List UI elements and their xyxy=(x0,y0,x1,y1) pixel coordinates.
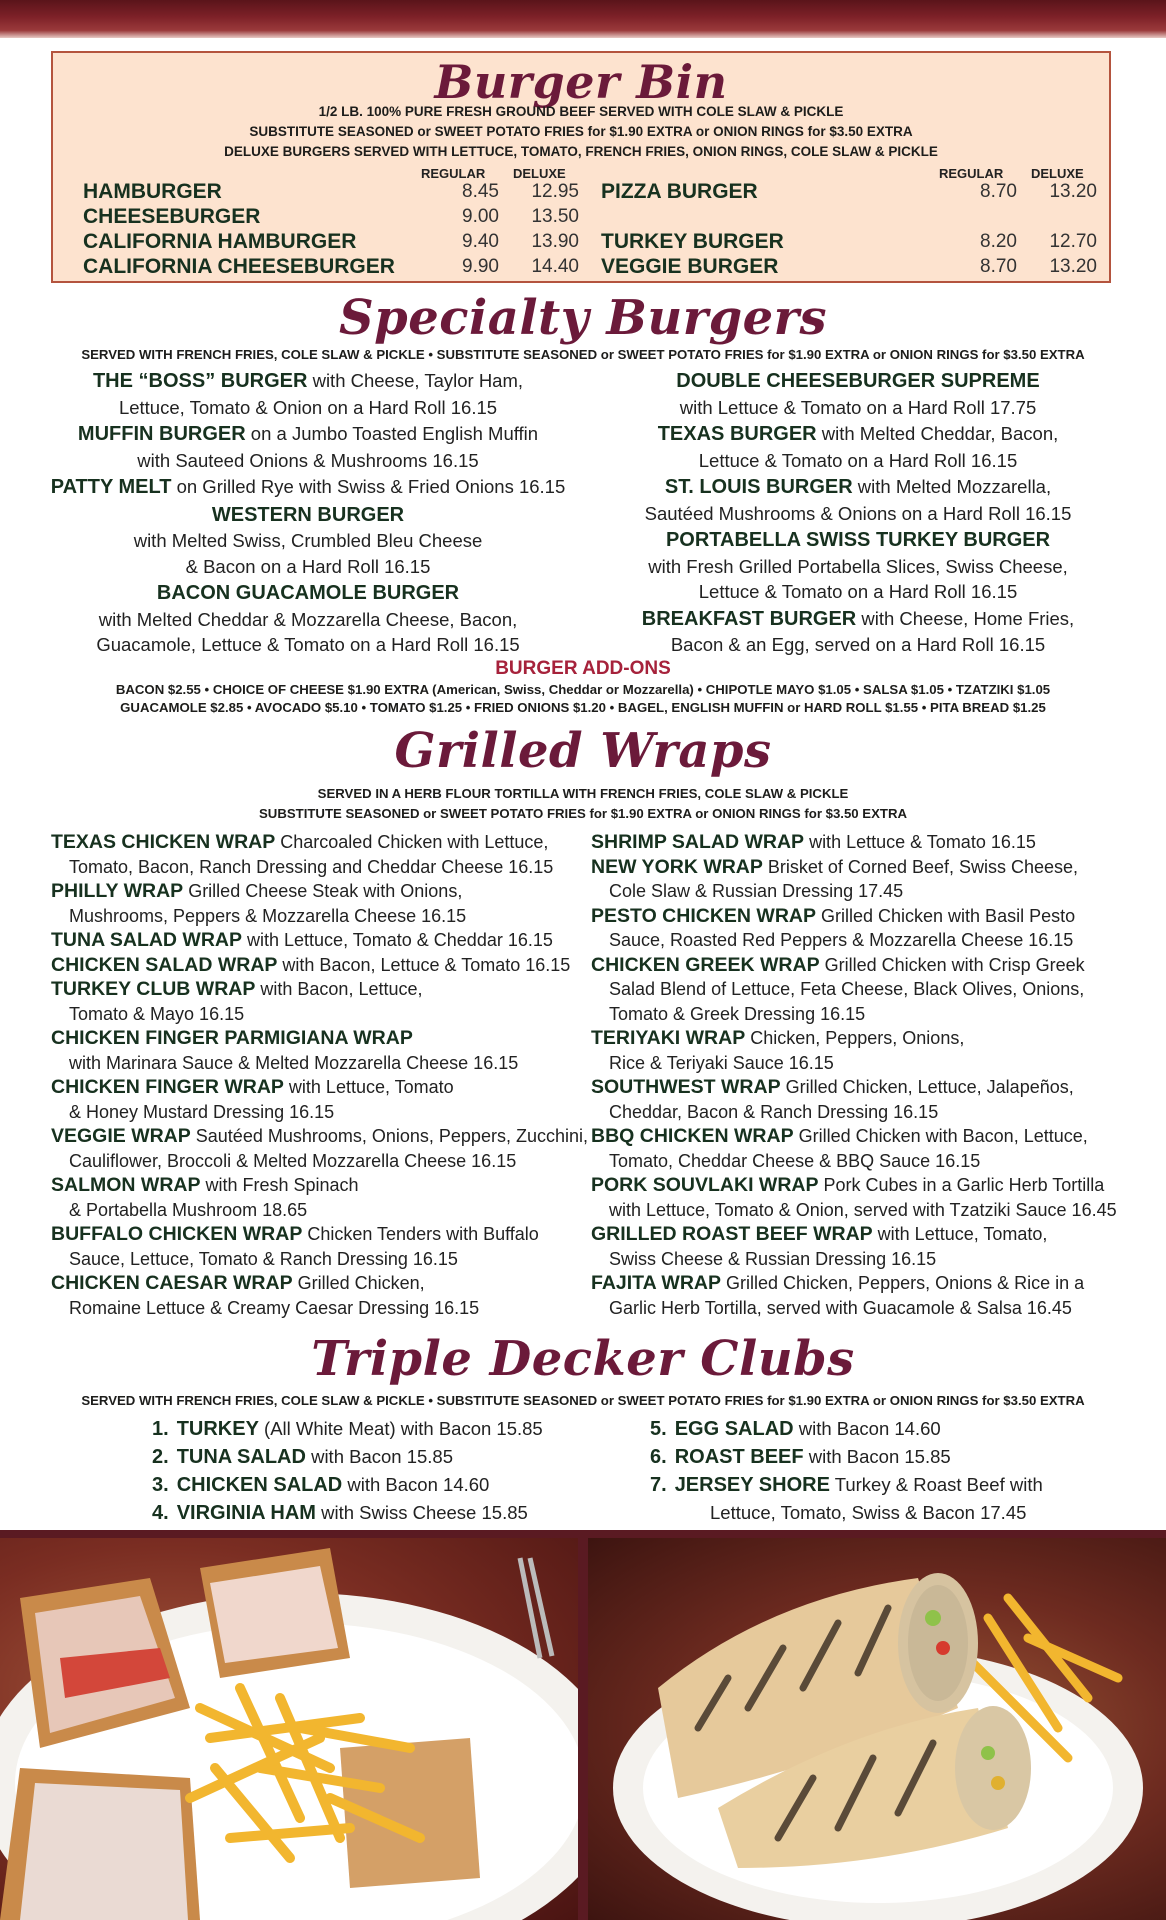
wrap-desc: Brisket of Corned Beef, Swiss Cheese, xyxy=(762,856,1079,877)
specialty-burger-item xyxy=(588,421,1128,473)
specialty-burger-desc: with Melted Mozzarella, xyxy=(852,476,1052,497)
specialty-burger-desc: Lettuce & Tomato on a Hard Roll 16.15 xyxy=(698,449,1018,471)
club-name: EGG SALAD xyxy=(674,1418,794,1440)
burger-bin-item-name: HAMBURGER xyxy=(83,180,222,203)
wrap-name: CHICKEN FINGER WRAP xyxy=(51,1076,284,1098)
club-item xyxy=(650,1443,1043,1471)
club-sandwich-illustration xyxy=(0,1538,578,1920)
wrap-line xyxy=(591,1026,1151,1051)
burger-addons-title: BURGER ADD-ONS xyxy=(495,658,671,679)
wrap-line xyxy=(591,855,1151,880)
burger-bin-item xyxy=(83,179,583,204)
specialty-burger-desc: Bacon & an Egg, served on a Hard Roll 16.15 xyxy=(670,634,1046,655)
specialty-burger-desc: Lettuce & Tomato on a Hard Roll 16.15 xyxy=(698,581,1018,602)
club-sandwich-photo xyxy=(0,1538,578,1920)
burger-bin-item-name: CALIFORNIA HAMBURGER xyxy=(83,230,357,253)
burger-bin-item xyxy=(601,229,1101,254)
grilled-wraps-subtitle-2: SUBSTITUTE SEASONED or SWEET POTATO FRIES for $1.90 EXTRA or ONION RINGS for $3.50 EXTRA xyxy=(259,806,907,821)
wrap-line xyxy=(51,977,591,1002)
club-desc: with Swiss Cheese 15.85 xyxy=(315,1502,528,1523)
specialty-burger-line xyxy=(588,474,1128,501)
specialty-burger-desc: with Melted Cheddar, Bacon, xyxy=(816,423,1059,444)
wrap-desc: with Marinara Sauce & Melted Mozzarella Cheese 16.15 xyxy=(69,1052,519,1073)
triple-decker-clubs-subtitle: SERVED WITH FRENCH FRIES, COLE SLAW & PICKLE • SUBSTITUTE SEASONED or SWEET POTATO FRIES for $1.90 EXTRA or ONION RINGS for $3.50 EXTRA xyxy=(81,1393,1085,1408)
club-name: CHICKEN SALAD xyxy=(176,1474,343,1496)
deluxe-header-right: DELUXE xyxy=(1031,166,1084,181)
wrap-desc: with Bacon, Lettuce & Tomato 16.15 xyxy=(277,954,571,975)
wrap-item xyxy=(51,953,591,978)
wrap-desc: Grilled Chicken with Crisp Greek xyxy=(819,954,1085,975)
wrap-item xyxy=(591,830,1151,855)
wrap-name: FAJITA WRAP xyxy=(591,1272,721,1294)
specialty-burger-desc: with Melted Swiss, Crumbled Bleu Cheese xyxy=(133,530,483,551)
burger-bin-item-name: TURKEY BURGER xyxy=(601,230,784,253)
club-item xyxy=(152,1443,543,1471)
wrap-line xyxy=(51,830,591,855)
burger-bin-item-deluxe-price: 12.95 xyxy=(531,181,579,202)
specialty-burger-name: BREAKFAST BURGER xyxy=(641,607,857,630)
triple-decker-clubs-title: Triple Decker Clubs xyxy=(311,1331,855,1387)
wrap-line xyxy=(591,1173,1151,1198)
burger-bin-item-deluxe-price: 13.50 xyxy=(531,206,579,227)
top-decorative-band xyxy=(0,0,1166,38)
specialty-burger-name: WESTERN BURGER xyxy=(211,503,405,526)
clubs-left-column xyxy=(152,1415,543,1527)
wrap-item xyxy=(591,953,1151,1027)
wraps-left-column xyxy=(51,830,591,1320)
specialty-burger-name: ST. LOUIS BURGER xyxy=(664,476,853,498)
wrap-name: PHILLY WRAP xyxy=(51,880,184,902)
regular-header-left: REGULAR xyxy=(421,166,486,181)
burger-bin-item-regular-price: 8.20 xyxy=(980,231,1017,252)
club-name: JERSEY SHORE xyxy=(674,1474,830,1496)
club-desc: with Bacon 15.85 xyxy=(305,1446,454,1467)
burger-bin-item-name: CHEESEBURGER xyxy=(83,205,261,228)
wrap-desc: Grilled Chicken with Bacon, Lettuce, xyxy=(793,1126,1088,1146)
wrap-line xyxy=(51,1173,591,1198)
wrap-desc: Grilled Chicken, Peppers, Onions & Rice in a xyxy=(721,1273,1085,1293)
burger-bin-item-regular-price: 8.70 xyxy=(980,181,1017,202)
burger-bin-box xyxy=(51,51,1111,283)
specialty-burger-line xyxy=(38,368,578,395)
specialty-burger-name: MUFFIN BURGER xyxy=(77,423,246,445)
wrap-desc: Grilled Chicken, Lettuce, Jalapeños, xyxy=(780,1077,1074,1097)
wrap-item xyxy=(51,977,591,1026)
specialty-burger-line xyxy=(588,421,1128,448)
wrap-item xyxy=(591,1222,1151,1271)
wrap-line xyxy=(591,830,1151,855)
club-number: 1. xyxy=(152,1418,169,1440)
wrap-desc: with Lettuce, Tomato & Onion, served with Tzatziki Sauce 16.45 xyxy=(609,1199,1117,1220)
wrap-desc: Sautéed Mushrooms, Onions, Peppers, Zucchini, xyxy=(190,1126,588,1146)
club-name: VIRGINIA HAM xyxy=(176,1502,316,1524)
wrap-line xyxy=(591,1271,1151,1296)
wrap-line xyxy=(591,1124,1151,1149)
specialty-burger-desc: with Cheese, Home Fries, xyxy=(856,607,1075,629)
wrap-desc: Grilled Chicken with Basil Pesto xyxy=(816,905,1076,926)
wrap-desc: with Lettuce, Tomato xyxy=(283,1077,454,1097)
regular-header-right: REGULAR xyxy=(939,166,1004,181)
wrap-name: BBQ CHICKEN WRAP xyxy=(591,1125,794,1147)
deluxe-header-left: DELUXE xyxy=(513,166,566,181)
wrap-item xyxy=(51,1271,591,1320)
specialty-burger-item xyxy=(588,368,1128,420)
club-item xyxy=(152,1471,543,1499)
wrap-desc: with Fresh Spinach xyxy=(200,1175,359,1195)
wrap-desc: with Bacon, Lettuce, xyxy=(255,979,423,999)
wrap-line xyxy=(51,1271,591,1296)
grilled-wraps-subtitle-1: SERVED IN A HERB FLOUR TORTILLA WITH FRENCH FRIES, COLE SLAW & PICKLE xyxy=(317,786,849,801)
burger-bin-item-deluxe-price: 13.20 xyxy=(1049,256,1097,277)
specialty-burger-line xyxy=(38,502,578,529)
wrap-line xyxy=(591,1222,1151,1247)
wrap-name: CHICKEN GREEK WRAP xyxy=(591,953,820,976)
wrap-item xyxy=(51,1075,591,1124)
wrap-line xyxy=(51,1124,591,1149)
wrap-name: SALMON WRAP xyxy=(51,1174,201,1196)
specialty-burger-item xyxy=(38,421,578,473)
wrap-name: CHICKEN SALAD WRAP xyxy=(51,953,278,976)
wrap-name: SOUTHWEST WRAP xyxy=(591,1076,781,1098)
specialty-burger-name: PATTY MELT xyxy=(50,476,172,498)
burger-bin-item xyxy=(601,254,1101,279)
club-line xyxy=(650,1471,1043,1499)
specialty-burger-item xyxy=(38,368,578,420)
club-number: 7. xyxy=(650,1474,667,1496)
wrap-item xyxy=(51,1173,591,1222)
club-line xyxy=(650,1415,1043,1443)
burger-bin-subtitle-2: SUBSTITUTE SEASONED or SWEET POTATO FRIES for $1.90 EXTRA or ONION RINGS for $3.50 EXTRA xyxy=(249,124,913,139)
wrap-desc: Charcoaled Chicken with Lettuce, xyxy=(275,832,549,852)
burger-bin-item-deluxe-price: 12.70 xyxy=(1049,231,1097,252)
specialty-burger-item xyxy=(588,527,1128,605)
burger-bin-title: Burger Bin xyxy=(434,55,728,109)
specialty-burger-line xyxy=(38,474,578,501)
wrap-name: PORK SOUVLAKI WRAP xyxy=(591,1174,819,1196)
wrap-line xyxy=(51,953,591,978)
wrap-name: PESTO CHICKEN WRAP xyxy=(591,904,816,927)
burger-bin-item-name: PIZZA BURGER xyxy=(601,180,758,203)
wrap-line xyxy=(591,953,1151,978)
burger-bin-item-regular-price: 8.70 xyxy=(980,256,1017,277)
burger-bin-item-deluxe-price: 13.20 xyxy=(1049,181,1097,202)
specialty-burger-desc: on a Jumbo Toasted English Muffin xyxy=(245,423,539,444)
specialty-burger-item xyxy=(38,580,578,658)
wrap-name: CHICKEN FINGER PARMIGIANA WRAP xyxy=(51,1027,413,1049)
wrap-desc: & Honey Mustard Dressing 16.15 xyxy=(69,1101,335,1122)
specialty-burger-name: DOUBLE CHEESEBURGER SUPREME xyxy=(676,370,1040,392)
wrap-desc: Sauce, Roasted Red Peppers & Mozzarella Cheese 16.15 xyxy=(609,930,1074,950)
wrap-name: TERIYAKI WRAP xyxy=(591,1027,746,1049)
club-number: 5. xyxy=(650,1418,667,1440)
wrap-desc: Tomato & Mayo 16.15 xyxy=(69,1003,245,1024)
club-desc: Turkey & Roast Beef with xyxy=(829,1474,1043,1495)
wrap-desc: Cheddar, Bacon & Ranch Dressing 16.15 xyxy=(609,1101,939,1122)
wrap-item xyxy=(591,855,1151,904)
wrap-item xyxy=(591,1124,1151,1173)
specialty-burger-desc: Lettuce, Tomato & Onion on a Hard Roll 16.15 xyxy=(118,396,498,418)
burger-bin-subtitle-1: 1/2 LB. 100% PURE FRESH GROUND BEEF SERVED WITH COLE SLAW & PICKLE xyxy=(318,104,844,119)
specialty-burger-desc: Guacamole, Lettuce & Tomato on a Hard Roll 16.15 xyxy=(96,634,520,655)
club-item xyxy=(152,1499,543,1527)
specialty-burger-item xyxy=(588,606,1128,658)
wrap-name: NEW YORK WRAP xyxy=(591,855,763,878)
club-item xyxy=(650,1471,1043,1527)
specialty-burger-desc: with Fresh Grilled Portabella Slices, Swiss Cheese, xyxy=(648,555,1068,577)
wrap-desc: Rice & Teriyaki Sauce 16.15 xyxy=(609,1052,834,1073)
wrap-name: SHRIMP SALAD WRAP xyxy=(591,831,805,853)
specialty-burger-line xyxy=(38,421,578,448)
wrap-desc: Pork Cubes in a Garlic Herb Tortilla xyxy=(818,1175,1105,1195)
specialty-burger-name: BACON GUACAMOLE BURGER xyxy=(156,582,460,604)
specialty-burger-item xyxy=(588,474,1128,526)
specialty-burger-line xyxy=(588,368,1128,395)
wrap-desc: Salad Blend of Lettuce, Feta Cheese, Black Olives, Onions, xyxy=(609,979,1085,999)
wrap-name: VEGGIE WRAP xyxy=(51,1125,191,1147)
burger-bin-item-regular-price: 9.40 xyxy=(462,231,499,252)
specialty-left-column xyxy=(38,368,578,659)
burger-bin-item-regular-price: 9.00 xyxy=(462,206,499,227)
club-item xyxy=(152,1415,543,1443)
wrap-desc: with Lettuce & Tomato 16.15 xyxy=(804,832,1036,852)
wrap-desc: Tomato, Bacon, Ranch Dressing and Cheddar Cheese 16.15 xyxy=(69,856,554,877)
burger-bin-subtitle-3: DELUXE BURGERS SERVED WITH LETTUCE, TOMATO, FRENCH FRIES, ONION RINGS, COLE SLAW & PICKLE xyxy=(224,144,938,159)
club-number: 6. xyxy=(650,1446,667,1468)
wrap-name: TURKEY CLUB WRAP xyxy=(51,978,256,1000)
wrap-line xyxy=(51,1222,591,1247)
specialty-burger-desc: with Lettuce & Tomato on a Hard Roll 17.75 xyxy=(679,396,1037,418)
wrap-line xyxy=(51,1026,591,1051)
specialty-burgers-subtitle: SERVED WITH FRENCH FRIES, COLE SLAW & PICKLE • SUBSTITUTE SEASONED or SWEET POTATO FRIES for $1.90 EXTRA or ONION RINGS for $3.50 EXTRA xyxy=(81,347,1085,362)
specialty-burger-name: PORTABELLA SWISS TURKEY BURGER xyxy=(665,529,1051,551)
specialty-burger-desc: Sautéed Mushrooms & Onions on a Hard Roll 16.15 xyxy=(644,502,1072,524)
wrap-desc: Sauce, Lettuce, Tomato & Ranch Dressing 16.15 xyxy=(69,1248,458,1269)
club-item xyxy=(650,1415,1043,1443)
specialty-burger-desc: with Cheese, Taylor Ham, xyxy=(307,370,524,391)
specialty-burger-item xyxy=(38,474,578,501)
burger-bin-item-name: VEGGIE BURGER xyxy=(601,255,779,278)
burger-bin-item-regular-price: 8.45 xyxy=(462,181,499,202)
wrap-desc: Chicken Tenders with Buffalo xyxy=(302,1224,539,1244)
wrap-name: TUNA SALAD WRAP xyxy=(51,929,243,951)
wrap-desc: Grilled Cheese Steak with Onions, xyxy=(183,881,463,901)
wrap-desc: with Lettuce, Tomato & Cheddar 16.15 xyxy=(242,930,553,950)
club-line xyxy=(650,1443,1043,1471)
wrap-line xyxy=(51,1075,591,1100)
wrap-photo xyxy=(588,1538,1166,1920)
grilled-wraps-title: Grilled Wraps xyxy=(394,723,772,779)
wrap-item xyxy=(591,1075,1151,1124)
club-number: 4. xyxy=(152,1502,169,1524)
club-name: TUNA SALAD xyxy=(176,1446,306,1468)
wrap-name: CHICKEN CAESAR WRAP xyxy=(51,1272,293,1294)
burger-bin-item xyxy=(601,179,1101,204)
burger-bin-item xyxy=(83,204,583,229)
burger-bin-item-deluxe-price: 14.40 xyxy=(531,256,579,277)
wrap-line xyxy=(51,879,591,904)
burger-addons-line-1: BACON $2.55 • CHOICE OF CHEESE $1.90 EXTRA (American, Swiss, Cheddar or Mozzarella) • CHIPOTLE MAYO $1.05 • SALSA $1.05 • TZATZIKI $1.05 xyxy=(115,682,1051,697)
wrap-desc: with Lettuce, Tomato, xyxy=(872,1224,1048,1244)
wraps-right-column xyxy=(591,830,1151,1320)
club-line xyxy=(152,1499,543,1527)
wrap-line xyxy=(51,928,591,953)
wrap-desc: Cauliflower, Broccoli & Melted Mozzarella Cheese 16.15 xyxy=(69,1150,517,1171)
specialty-burger-item xyxy=(38,502,578,580)
club-desc: (All White Meat) with Bacon 15.85 xyxy=(258,1418,543,1439)
wrap-item xyxy=(591,904,1151,953)
wrap-desc: Garlic Herb Tortilla, served with Guacamole & Salsa 16.45 xyxy=(609,1297,1072,1318)
club-number: 2. xyxy=(152,1446,169,1468)
specialty-burger-line xyxy=(38,580,578,607)
wrap-desc: Tomato, Cheddar Cheese & BBQ Sauce 16.15 xyxy=(609,1150,981,1171)
specialty-burger-desc: with Sauteed Onions & Mushrooms 16.15 xyxy=(137,449,479,471)
wrap-line xyxy=(591,904,1151,929)
wrap-name: GRILLED ROAST BEEF WRAP xyxy=(591,1223,873,1245)
club-name: ROAST BEEF xyxy=(674,1446,804,1468)
wrap-desc: Chicken, Peppers, Onions, xyxy=(745,1028,965,1048)
club-desc: Lettuce, Tomato, Swiss & Bacon 17.45 xyxy=(710,1502,1027,1523)
wrap-desc: Tomato & Greek Dressing 16.15 xyxy=(609,1003,866,1024)
club-desc: with Bacon 15.85 xyxy=(803,1446,951,1467)
wrap-desc: Cole Slaw & Russian Dressing 17.45 xyxy=(609,881,904,901)
specialty-burger-name: THE “BOSS” BURGER xyxy=(92,370,308,392)
wrap-desc: Romaine Lettuce & Creamy Caesar Dressing 16.15 xyxy=(69,1297,480,1318)
burger-addons-line-2: GUACAMOLE $2.85 • AVOCADO $5.10 • TOMATO $1.25 • FRIED ONIONS $1.20 • BAGEL, ENGLISH MUFFIN or HARD ROLL $1.55 • PITA BREAD $1.25 xyxy=(120,700,1046,715)
burger-bin-item-name: CALIFORNIA CHEESEBURGER xyxy=(83,255,395,278)
wrap-item xyxy=(51,830,591,879)
club-number: 3. xyxy=(152,1474,169,1496)
club-line xyxy=(152,1471,543,1499)
club-line xyxy=(152,1415,543,1443)
burger-bin-item xyxy=(83,229,583,254)
specialty-burger-line xyxy=(588,606,1128,633)
wrap-item xyxy=(51,1124,591,1173)
wrap-item xyxy=(591,1173,1151,1222)
wrap-item xyxy=(591,1271,1151,1320)
burger-bin-item-deluxe-price: 13.90 xyxy=(531,231,579,252)
specialty-burger-name: TEXAS BURGER xyxy=(657,423,817,445)
burger-bin-item xyxy=(83,254,583,279)
clubs-right-column xyxy=(650,1415,1043,1527)
club-desc: with Bacon 14.60 xyxy=(793,1418,941,1439)
specialty-burger-desc: & Bacon on a Hard Roll 16.15 xyxy=(185,555,431,577)
wrap-desc: Mushrooms, Peppers & Mozzarella Cheese 16.15 xyxy=(69,905,467,926)
wrap-desc: Grilled Chicken, xyxy=(292,1273,425,1293)
wrap-desc: Swiss Cheese & Russian Dressing 16.15 xyxy=(609,1248,937,1269)
specialty-burger-desc: on Grilled Rye with Swiss & Fried Onions 16.15 xyxy=(171,476,566,497)
wrap-illustration xyxy=(588,1538,1166,1920)
wrap-name: TEXAS CHICKEN WRAP xyxy=(51,831,276,853)
specialty-burgers-title: Specialty Burgers xyxy=(338,290,827,346)
club-desc: with Bacon 14.60 xyxy=(342,1474,490,1495)
wrap-item xyxy=(51,1026,591,1075)
wrap-item xyxy=(591,1026,1151,1075)
wrap-item xyxy=(51,928,591,953)
wrap-desc: & Portabella Mushroom 18.65 xyxy=(69,1199,308,1220)
specialty-burger-desc: with Melted Cheddar & Mozzarella Cheese, Bacon, xyxy=(98,608,518,630)
burger-bin-item-regular-price: 9.90 xyxy=(462,256,499,277)
wrap-item xyxy=(51,879,591,928)
wrap-name: BUFFALO CHICKEN WRAP xyxy=(51,1223,303,1245)
specialty-right-column xyxy=(588,368,1128,659)
specialty-burger-line xyxy=(588,527,1128,554)
wrap-item xyxy=(51,1222,591,1271)
club-line xyxy=(152,1443,543,1471)
wrap-line xyxy=(591,1075,1151,1100)
club-name: TURKEY xyxy=(176,1418,259,1440)
